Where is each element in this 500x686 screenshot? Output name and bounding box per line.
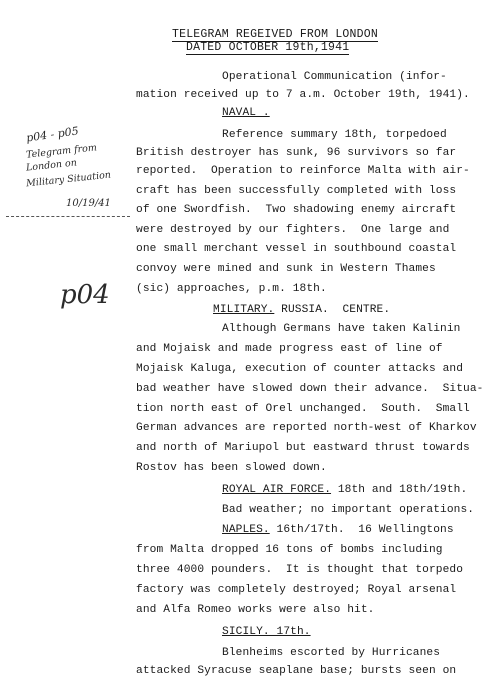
handwritten-page-mark: p04 [60, 280, 110, 310]
body-line: reported. Operation to reinforce Malta with air- [136, 165, 470, 177]
raf-dates: 18th and 18th/19th. [331, 484, 468, 496]
body-line: from Malta dropped 16 tons of bombs including [136, 544, 443, 556]
body-line: craft has been successfully completed with loss [136, 185, 457, 197]
body-line: attacked Syracuse seaplane base; bursts seen on [136, 665, 457, 677]
body-line: Reference summary 18th, torpedoed [222, 129, 447, 141]
header-date [0, 41, 500, 55]
section-heading-sicily: SICILY. 17th. [222, 626, 311, 638]
section-heading-naples [222, 523, 454, 537]
body-line: factory was completely destroyed; Royal arsenal [136, 584, 457, 596]
body-line: and north of Mariupol but eastward thrust towards [136, 442, 470, 454]
header-title [0, 28, 500, 42]
note-line: London on [25, 157, 78, 174]
naples-text: 16th/17th. 16 Wellingtons [269, 524, 454, 536]
body-line: and Mojaisk and made progress east of line of [136, 343, 443, 355]
handwritten-note [4, 126, 134, 236]
body-line: of one Swordfish. Two shadowing enemy aircraft [136, 204, 457, 216]
body-line: were destroyed by our fighters. One large and [136, 224, 450, 236]
russia-centre-heading: RUSSIA. CENTRE. [274, 304, 391, 316]
body-line: three 4000 pounders. It is thought that torpedo [136, 564, 464, 576]
note-line: 10/19/41 [66, 198, 111, 209]
body-line: Rostov has been slowed down. [136, 462, 327, 474]
body-line: bad weather have slowed down their advance. Situa- [136, 383, 484, 395]
section-heading-naval: NAVAL . [222, 107, 270, 119]
margin-divider [6, 216, 130, 217]
body-line: one small merchant vessel in southbound coastal [136, 243, 457, 255]
section-heading-raf [222, 483, 467, 497]
body-line: German advances are reported north-west of Kharkov [136, 422, 477, 434]
body-line: Mojaisk Kaluga, execution of counter attacks and [136, 363, 464, 375]
body-line: and Alfa Romeo works were also hit. [136, 604, 375, 616]
header-line-2: DATED OCTOBER 19th,1941 [186, 41, 350, 54]
note-line: Military Situation [25, 169, 112, 190]
note-line: Telegram from [25, 142, 98, 161]
naples-heading: NAPLES. [222, 524, 270, 536]
note-line: p04 - p05 [25, 124, 80, 145]
body-line: mation received up to 7 a.m. October 19th, 1941). [136, 89, 470, 101]
military-heading: MILITARY. [213, 304, 275, 316]
body-line: Although Germans have taken Kalinin [222, 323, 461, 335]
raf-heading: ROYAL AIR FORCE. [222, 484, 332, 496]
header-line-1: TELEGRAM REGEIVED FROM LONDON [172, 28, 378, 41]
body-line: Blenheims escorted by Hurricanes [222, 647, 441, 659]
body-line: Bad weather; no important operations. [222, 504, 475, 516]
body-line: convoy were mined and sunk in Western Thames [136, 263, 436, 275]
body-line: (sic) approaches, p.m. 18th. [136, 283, 327, 295]
body-line: Operational Communication (infor- [222, 71, 447, 83]
body-line: tion north east of Orel unchanged. South. Small [136, 403, 470, 415]
section-heading-military [213, 303, 390, 317]
body-line: British destroyer has sunk, 96 survivors so far [136, 147, 457, 159]
